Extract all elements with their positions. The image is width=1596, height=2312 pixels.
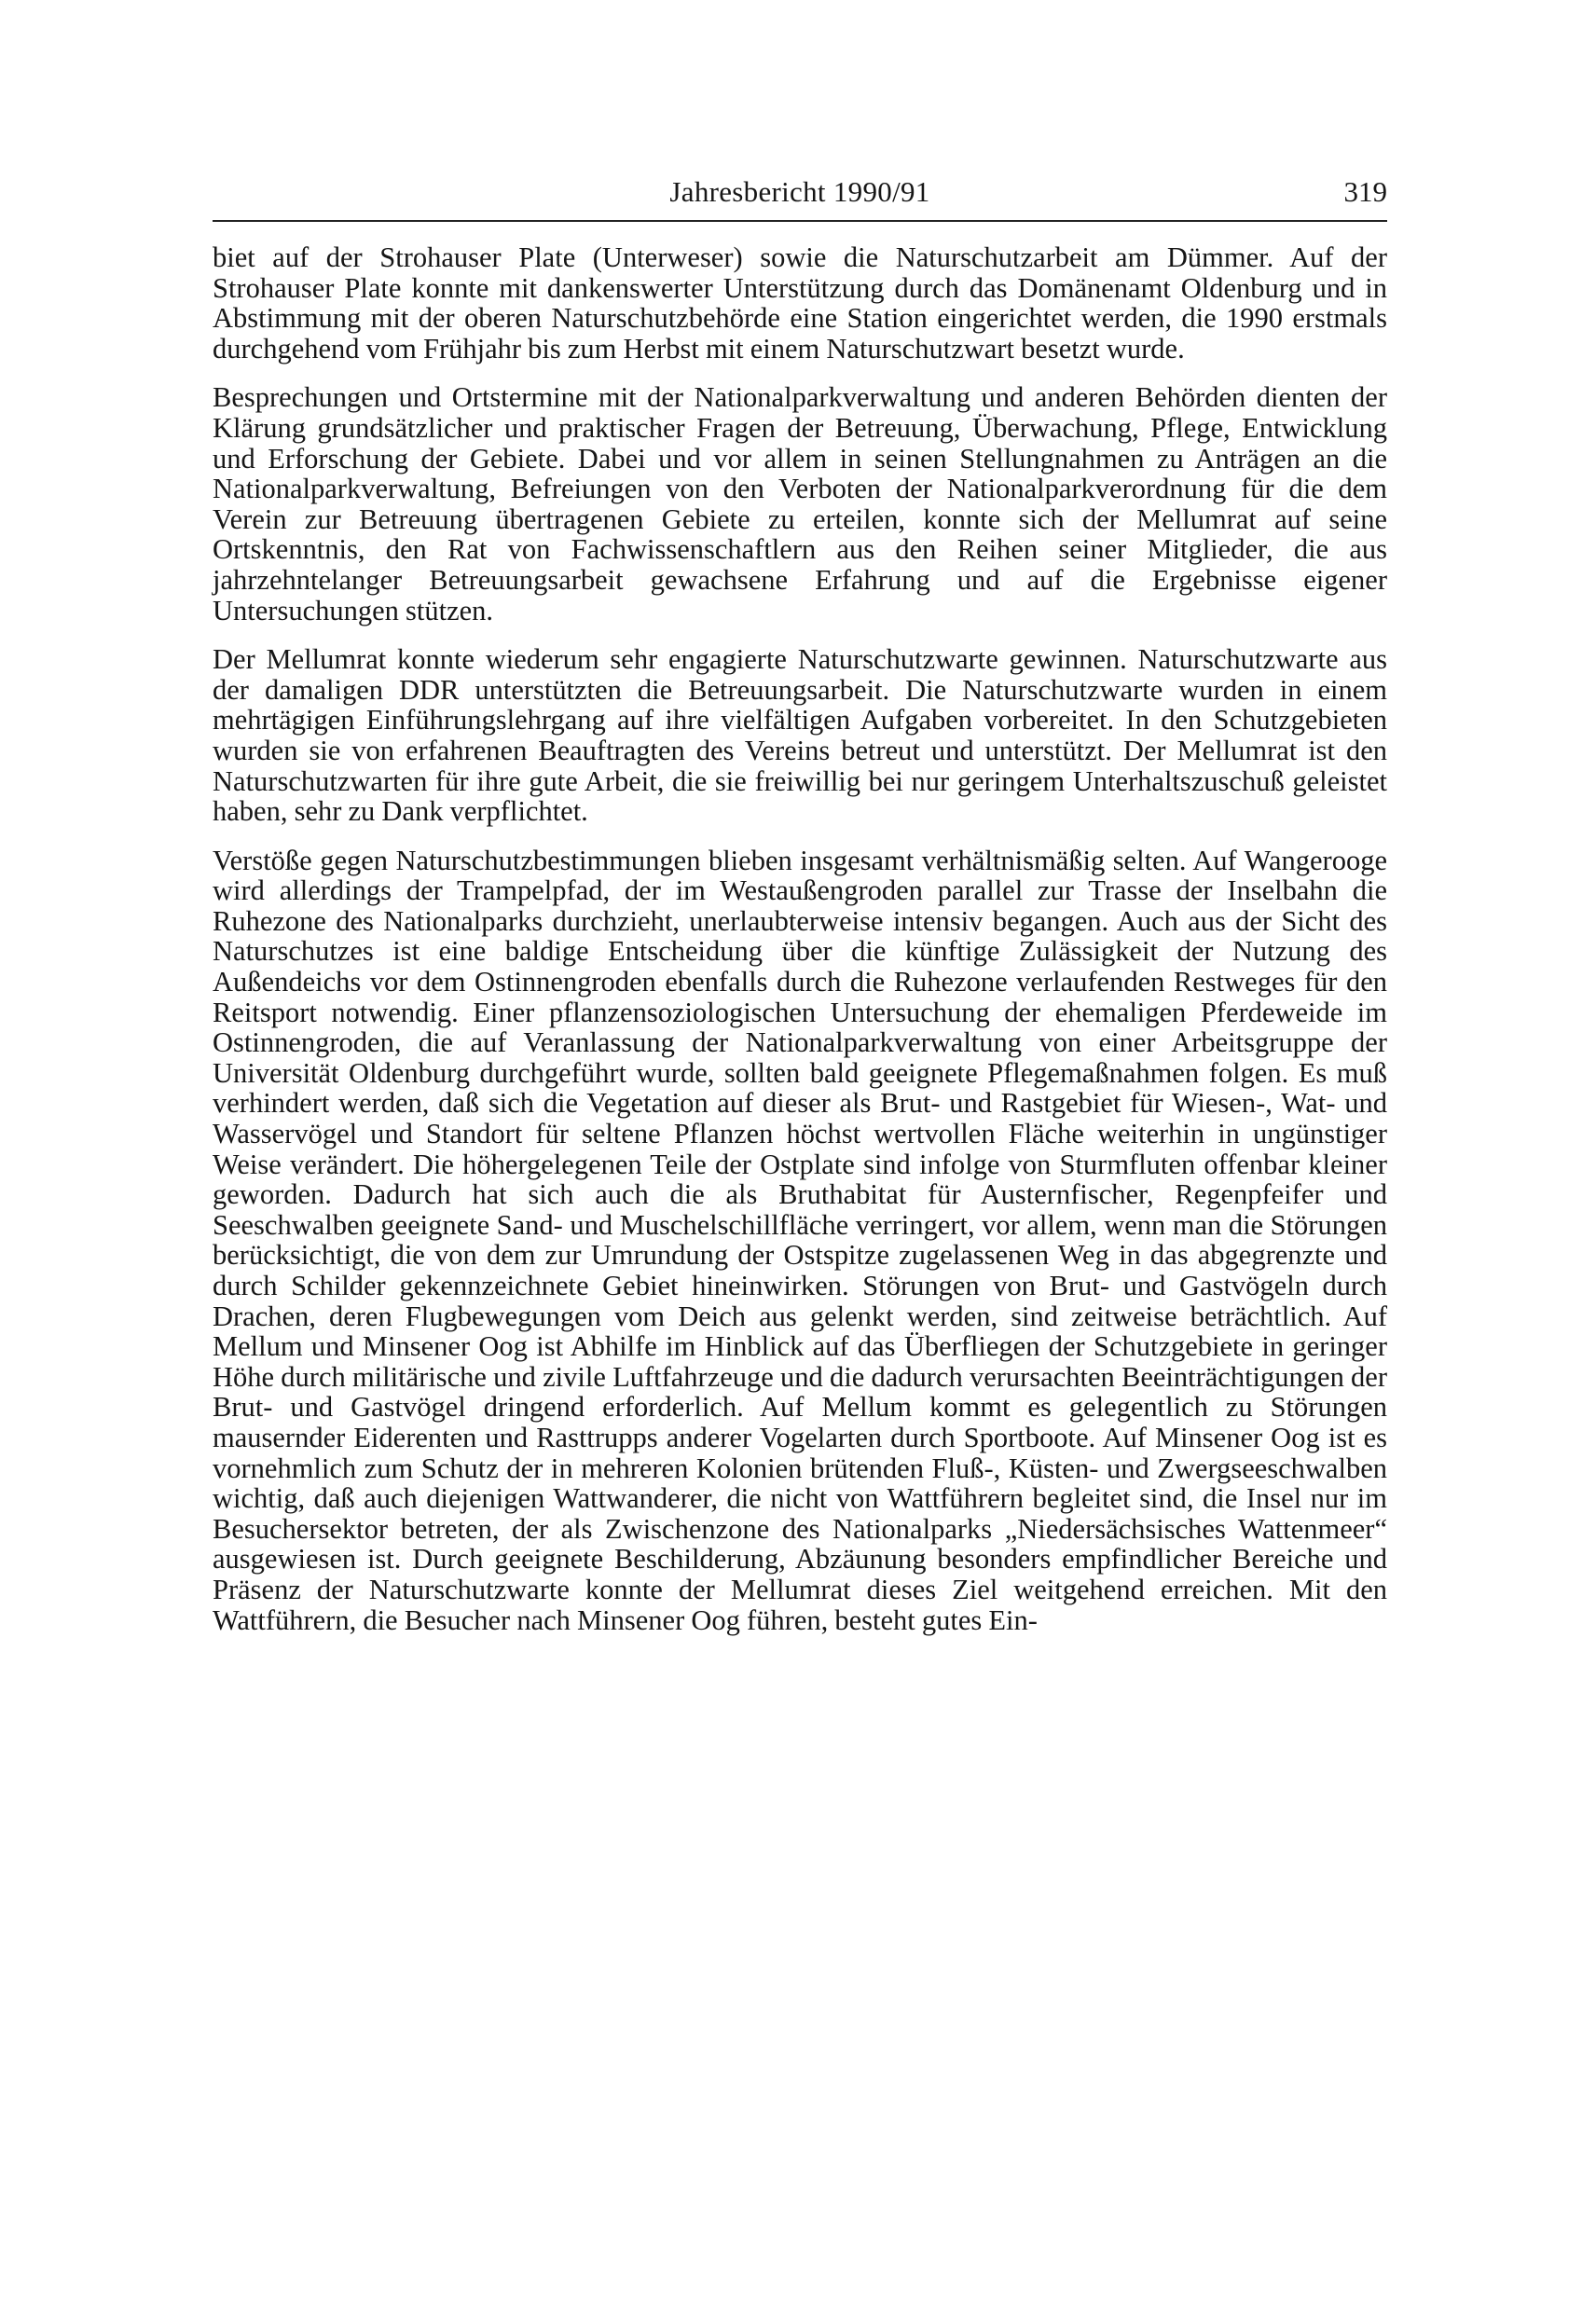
header-title: Jahresbericht 1990/91 (669, 175, 930, 208)
document-page (213, 168, 1387, 1654)
page-number: 319 (1343, 175, 1387, 208)
body-text (213, 242, 1387, 1635)
paragraph: biet auf der Strohauser Plate (Unterweser) sowie die Naturschutzarbeit am Dümmer. Auf der Strohauser Plate konnte mit dankenswerter Unterstützung durch das Domänenamt Oldenburg und in Abstimmung mit der oberen Naturschutzbehörde eine Station eingerichtet werden, die 1990 erstmals durchgehend vom Frühjahr bis zum Herbst mit einem Naturschutzwart besetzt wurde. (213, 241, 1387, 365)
running-header (213, 168, 1387, 222)
paragraph: Besprechungen und Ortstermine mit der Nationalparkverwaltung und anderen Behörden dienten der Klärung grundsätzlicher und praktischer Fragen der Betreuung, Überwachung, Pflege, Entwicklung und Erforschung der Gebiete. Dabei und vor allem in seinen Stellungnahmen zu Anträgen an die Nationalparkverwaltung, Befreiungen von den Verboten der Nationalparkverordnung für die dem Verein zur Betreuung übertragenen Gebiete zu erteilen, konnte sich der Mellumrat auf seine Ortskenntnis, den Rat von Fachwissenschaftlern aus den Reihen seiner Mitglieder, die aus jahrzehntelanger Betreuungsarbeit gewachsene Erfahrung und auf die Ergebnisse eigener Untersuchungen stützen. (213, 381, 1387, 626)
paragraph: Verstöße gegen Naturschutzbestimmungen blieben insgesamt verhältnismäßig selten. Auf Wangerooge wird allerdings der Trampelpfad, der im Westaußengroden parallel zur Trasse der Inselbahn die Ruhezone des Nationalparks durchzieht, unerlaubterweise intensiv begangen. Auch aus der Sicht des Naturschutzes ist eine baldige Entscheidung über die künftige Zulässigkeit der Nutzung des Außendeichs vor dem Ostinnengroden ebenfalls durch die Ruhezone verlaufenden Restweges für den Reitsport notwendig. Einer pflanzensoziologischen Untersuchung der ehemaligen Pferdeweide im Ostinnengroden, die auf Veranlassung der Nationalparkverwaltung von einer Arbeitsgruppe der Universität Oldenburg durchgeführt wurde, sollten bald geeignete Pflegemaßnahmen folgen. Es muß verhindert werden, daß sich die Vegetation auf dieser als Brut- und Rastgebiet für Wiesen-, Wat- und Wasservögel und Standort für seltene Pflanzen höchst wertvollen Fläche weiterhin in ungünstiger Weise verändert. Die höhergelegenen Teile der Ostplate sind infolge von Sturmfluten offenbar kleiner geworden. Dadurch hat sich auch die als Bruthabitat für Austernfischer, Regenpfeifer und Seeschwalben geeignete Sand- und Muschelschillfläche verringert, vor allem, wenn man die Störungen berücksichtigt, die von dem zur Umrundung der Ostspitze zugelassenen Weg in das abgegrenzte und durch Schilder gekennzeichnete Gebiet hineinwirken. Störungen von Brut- und Gastvögeln durch Drachen, deren Flugbewegungen vom Deich aus gelenkt werden, sind zeitweise beträchtlich. Auf Mellum und Minsener Oog ist Abhilfe im Hinblick auf das Überfliegen der Schutzgebiete in geringer Höhe durch militärische und zivile Luftfahrzeuge und die dadurch verursachten Beeinträchtigungen der Brut- und Gastvögel dringend erforderlich. Auf Mellum kommt es gelegentlich zu Störungen mausernder Eiderenten und Rasttrupps anderer Vogelarten durch Sportboote. Auf Minsener Oog ist es vornehmlich zum Schutz der in mehreren Kolonien brütenden Fluß-, Küsten- und Zwergseeschwalben wichtig, daß auch diejenigen Wattwanderer, die nicht von Wattführern begleitet sind, die Insel nur im Besuchersektor betreten, der als Zwischenzone des Nationalparks „Niedersächsisches Wattenmeer“ ausgewiesen ist. Durch geeignete Beschilderung, Abzäunung besonders empfindlicher Bereiche und Präsenz der Naturschutzwarte konnte der Mellumrat dieses Ziel weitgehend erreichen. Mit den Wattführern, die Besucher nach Minsener Oog führen, besteht gutes Ein- (213, 844, 1387, 1636)
paragraph: Der Mellumrat konnte wiederum sehr engagierte Naturschutzwarte gewinnen. Naturschutzwarte aus der damaligen DDR unterstützten die Betreuungsarbeit. Die Naturschutzwarte wurden in einem mehrtägigen Einführungslehrgang auf ihre vielfältigen Aufgaben vorbereitet. In den Schutzgebieten wurden sie von erfahrenen Beauftragten des Vereins betreut und unterstützt. Der Mellumrat ist den Naturschutzwarten für ihre gute Arbeit, die sie freiwillig bei nur geringem Unterhaltszuschuß geleistet haben, sehr zu Dank verpflichtet. (213, 643, 1387, 828)
